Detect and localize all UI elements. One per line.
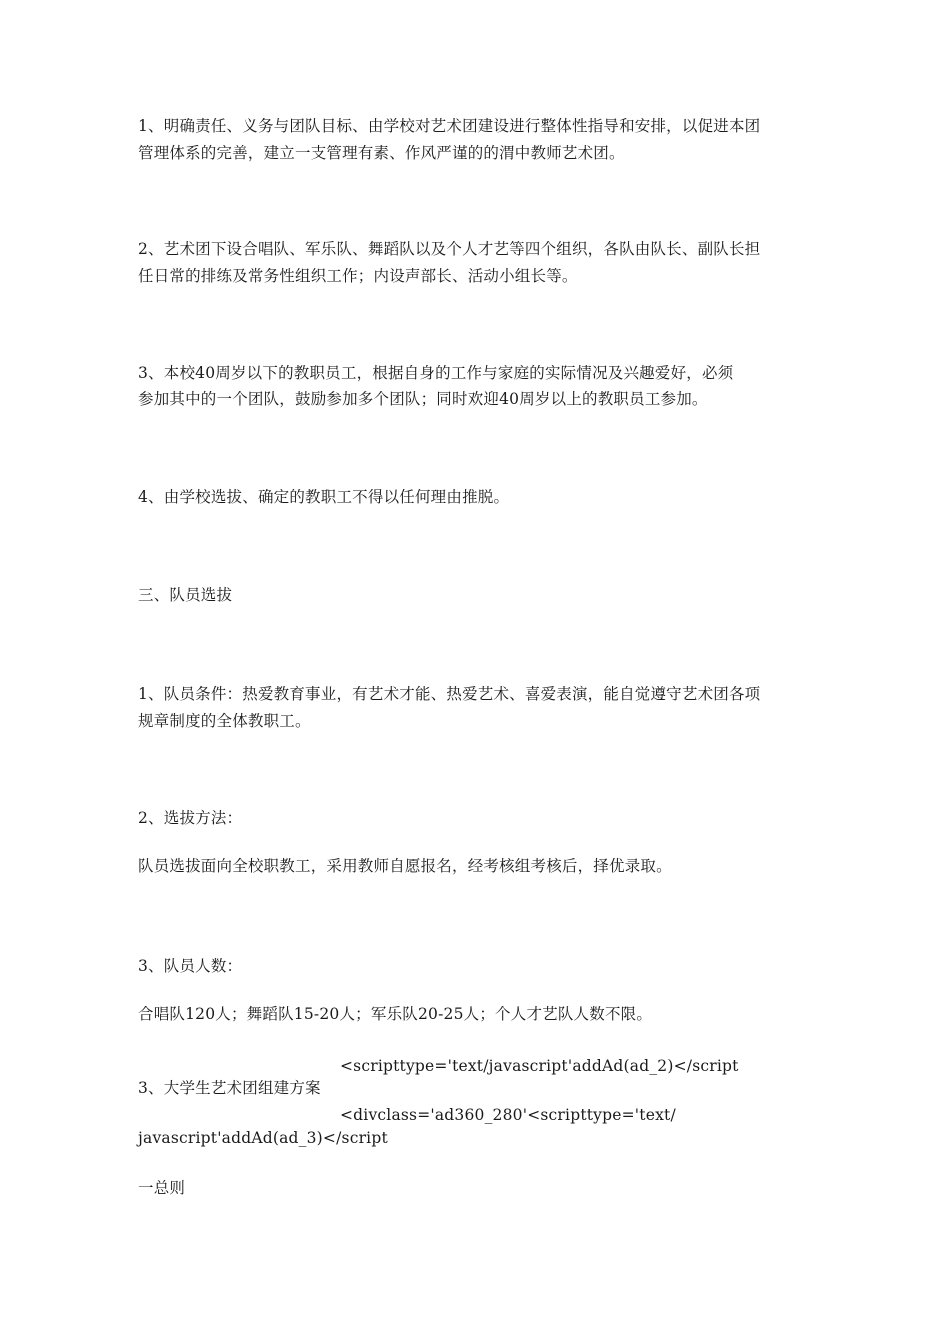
member-count-heading: 3、队员人数：	[138, 957, 243, 975]
paragraph-2-line-2: 任日常的排练及常务性组织工作；内设声部长、活动小组长等。	[138, 267, 578, 285]
selection-method-heading: 2、选拔方法：	[138, 809, 243, 827]
paragraph-1-line-1: 1、明确责任、义务与团队目标、由学校对艺术团建设进行整体性指导和安排，以促进本团	[138, 117, 761, 135]
selection-method-body: 队员选拔面向全校职教工，采用教师自愿报名，经考核组考核后，择优录取。	[138, 857, 672, 875]
member-count-body: 合唱队120人；舞蹈队15-20人；军乐队20-25人；个人才艺队人数不限。	[138, 1005, 653, 1023]
general-provisions-heading: 一总则	[138, 1179, 186, 1197]
paragraph-3-line-2: 参加其中的一个团队，鼓励参加多个团队；同时欢迎40周岁以上的教职员工参加。	[138, 390, 708, 408]
paragraph-4: 4、由学校选拔、确定的教职工不得以任何理由推脱。	[138, 488, 510, 506]
paragraph-2-line-1: 2、艺术团下设合唱队、军乐队、舞蹈队以及个人才艺等四个组织，各队由队长、副队长担	[138, 240, 761, 258]
article-3-title: 3、大学生艺术团组建方案	[138, 1079, 321, 1097]
paragraph-3-line-1: 3、本校40周岁以下的教职员工，根据自身的工作与家庭的实际情况及兴趣爱好，必须	[138, 364, 734, 382]
script-artifact-line-1: <scripttype='text/javascript'addAd(ad_2)</script	[340, 1057, 739, 1075]
paragraph-1-line-2: 管理体系的完善，建立一支管理有素、作风严谨的的渭中教师艺术团。	[138, 144, 625, 162]
section-3-heading: 三、队员选拔	[138, 586, 233, 604]
script-artifact-line-3: javascript'addAd(ad_3)</script	[138, 1129, 388, 1147]
script-artifact-line-2: <divclass='ad360_280'<scripttype='text/	[340, 1106, 676, 1124]
selection-criteria-line-2: 规章制度的全体教职工。	[138, 712, 311, 730]
selection-criteria-line-1: 1、队员条件：热爱教育事业，有艺术才能、热爱艺术、喜爱表演，能自觉遵守艺术团各项	[138, 685, 761, 703]
